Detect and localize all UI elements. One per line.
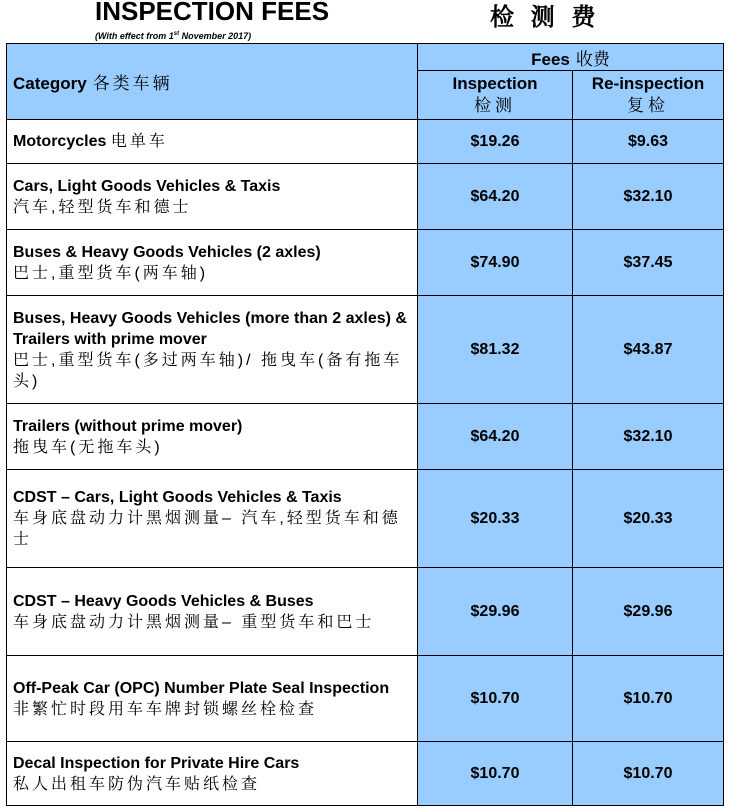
inspection-header-en: Inspection: [452, 74, 538, 93]
category-en: Motorcycles: [13, 133, 107, 150]
category-zh: 车身底盘动力计黑烟测量– 重型货车和巴士: [13, 613, 375, 631]
table-row: [7, 568, 724, 656]
inspection-fee: $10.70: [418, 742, 573, 806]
page-title: INSPECTION FEES: [95, 0, 330, 26]
table-row: [7, 120, 724, 164]
inspection-header: [418, 71, 573, 120]
effective-date-prefix: (With effect from 1: [95, 31, 174, 41]
reinspection-fee: $37.45: [573, 230, 724, 296]
reinspection-fee: $20.33: [573, 470, 724, 568]
category-cell: [7, 120, 418, 164]
category-en: CDST – Heavy Goods Vehicles & Buses: [13, 592, 314, 610]
category-cell: [7, 404, 418, 470]
category-zh: 车身底盘动力计黑烟测量– 汽车,轻型货车和德士: [13, 510, 401, 548]
category-header: [7, 44, 418, 120]
category-en: Trailers (without prime mover): [13, 417, 243, 435]
inspection-fee: $81.32: [418, 296, 573, 404]
category-zh: 巴士,重型货车(两车轴): [13, 264, 209, 282]
table-row: [7, 470, 724, 568]
category-en: Off-Peak Car (OPC) Number Plate Seal Inspection: [13, 679, 390, 697]
category-cell: [7, 296, 418, 404]
inspection-fee: $19.26: [418, 120, 573, 164]
reinspection-header-en: Re-inspection: [591, 74, 705, 93]
reinspection-header-zh: 复检: [627, 96, 669, 115]
inspection-fees-table: [6, 43, 724, 806]
reinspection-fee: $32.10: [573, 404, 724, 470]
category-zh: 非繁忙时段用车车牌封锁螺丝栓检查: [13, 700, 318, 718]
category-zh: 巴士,重型货车(多过两车轴)/ 拖曳车(备有拖车头): [13, 351, 403, 390]
category-header-zh: 各类车辆: [92, 74, 173, 93]
category-en: Buses & Heavy Goods Vehicles (2 axles): [13, 243, 321, 261]
category-header-en: Category: [13, 74, 87, 93]
category-en: CDST – Cars, Light Goods Vehicles & Taxis: [13, 489, 342, 506]
inspection-fee: $64.20: [418, 404, 573, 470]
reinspection-fee: $29.96: [573, 568, 724, 656]
category-cell: [7, 470, 418, 568]
table-row: [7, 656, 724, 742]
table-row: [7, 164, 724, 230]
effective-date-note: [95, 31, 251, 41]
fees-header-en: Fees: [531, 49, 570, 69]
category-zh: 拖曳车(无拖车头): [13, 438, 163, 456]
table-row: [7, 742, 724, 806]
category-en: Cars, Light Goods Vehicles & Taxis: [13, 177, 281, 195]
inspection-fee: $74.90: [418, 230, 573, 296]
fees-header: [418, 44, 724, 71]
reinspection-fee: $10.70: [573, 742, 724, 806]
inspection-fee: $20.33: [418, 470, 573, 568]
category-cell: [7, 656, 418, 742]
category-cell: [7, 164, 418, 230]
reinspection-fee: $9.63: [573, 120, 724, 164]
effective-date-ordinal: st: [173, 31, 180, 37]
inspection-header-zh: 检测: [474, 96, 516, 115]
category-en: Decal Inspection for Private Hire Cars: [13, 754, 300, 772]
reinspection-fee: $10.70: [573, 656, 724, 742]
inspection-fee: $29.96: [418, 568, 573, 656]
category-zh: 私人出租车防伪汽车贴纸检查: [13, 775, 261, 793]
category-zh: 汽车,轻型货车和德士: [13, 198, 192, 216]
effective-date-suffix: November 2017): [179, 31, 252, 41]
table-row: [7, 404, 724, 470]
inspection-fee: $10.70: [418, 656, 573, 742]
reinspection-fee: $43.87: [573, 296, 724, 404]
fees-header-zh: 收费: [575, 49, 610, 69]
table-row: [7, 230, 724, 296]
category-cell: [7, 568, 418, 656]
reinspection-fee: $32.10: [573, 164, 724, 230]
table-row: [7, 296, 724, 404]
inspection-fee: $64.20: [418, 164, 573, 230]
category-en: Buses, Heavy Goods Vehicles (more than 2 axles) & Trailers with prime mover: [13, 309, 407, 348]
page-title-chinese: 检 测 费: [490, 4, 601, 31]
category-cell: [7, 742, 418, 806]
reinspection-header: [573, 71, 724, 120]
category-cell: [7, 230, 418, 296]
category-zh: 电单车: [110, 133, 168, 150]
